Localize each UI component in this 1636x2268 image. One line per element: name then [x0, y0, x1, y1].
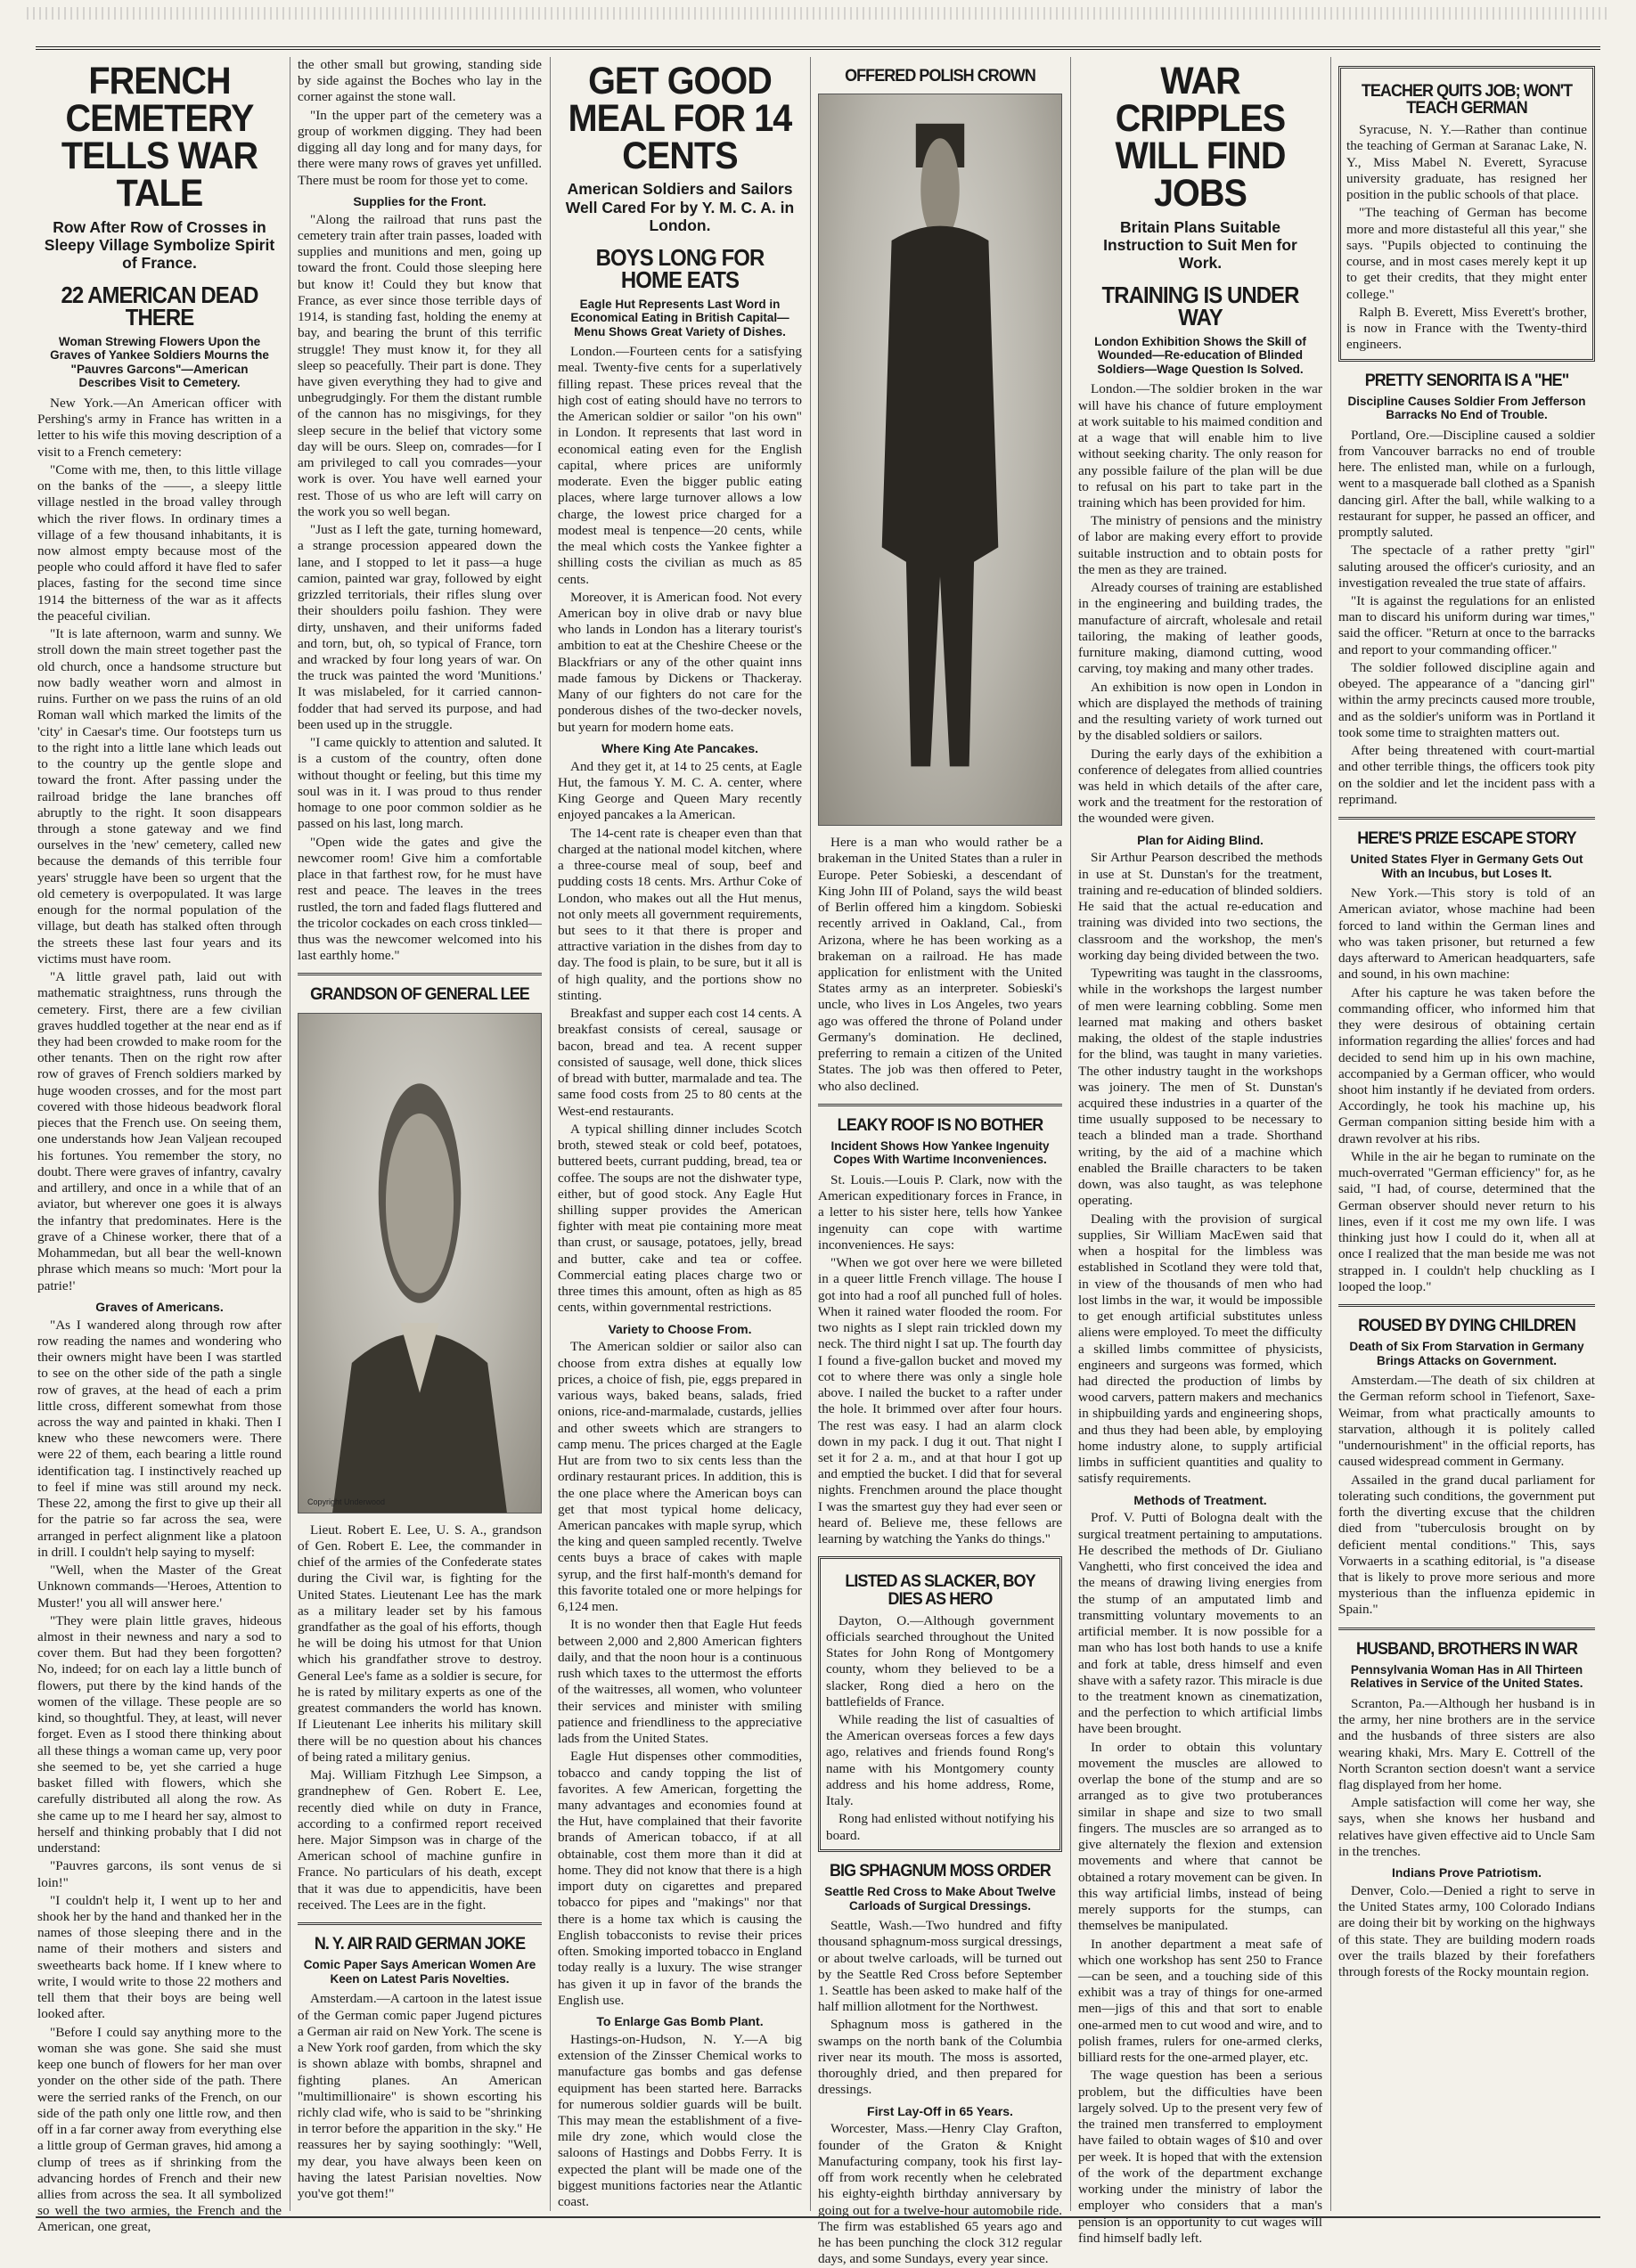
- soldier-portrait-photo: [818, 94, 1062, 826]
- article-paragraph: New York.—This story is told of an American aviator, whose machine had been forced to land within the German lines and who was taken prisoner, but returned a few days afterward to American headquarters, safe and sound, in his own machine:: [1338, 885, 1595, 983]
- article-paragraph: Portland, Ore.—Discipline caused a soldier from Vancouver barracks no end of trouble here. The enlisted man, while on a furlough, went to a masquerade ball clothed as a Spanish dancing girl. After the ball, while walking to a restaurant for supper, he passed an officer, and promptly saluted.: [1338, 427, 1595, 541]
- column-3: [558, 57, 802, 2211]
- article-paragraph: A typical shilling dinner includes Scotch broth, stewed steak or cold beef, potatoes, buttered beets, currant pudding, bread, tea or coffee. The soups are not the dishwater type, either, but of good stock. Any Eagle Hut shilling supper provides the American fighter with meat pie containing more meat than crust, or sausage, potatoes, jelly, bread and butter, cake and tea or coffee. Commercial eating places charge two or three times this amount, often as high as 85 cents, within governmental restrictions.: [558, 1121, 802, 1316]
- headline: HUSBAND, BROTHERS IN WAR: [1355, 1638, 1578, 1659]
- section-subhead: Methods of Treatment.: [1133, 1492, 1267, 1507]
- subheadline: Incident Shows How Yankee Ingenuity Copes With Wartime Inconveniences.: [830, 1138, 1050, 1167]
- article-paragraph: Lieut. Robert E. Lee, U. S. A., grandson of Gen. Robert E. Lee, the commander in chief of the armies of the Confederate states during the Civil war, is fighting for the United States. Lieutenant Lee has the mark as a military leader set by his famous grandfather as the goal of his efforts, though he will be doing his utmost for that Union which his grandfather strove to destroy. General Lee's fame as a soldier is secure, for he is rated by military experts as one of the greatest commanders the world has known. If Lieutenant Lee inherits his military skill there will be no question about his chances of being rated a military genius.: [298, 1522, 542, 1765]
- article-paragraph: London.—The soldier broken in the war will have his chance of future employment at work suitable to his maimed condition and at a wage that will enable him to live without seeking charity. The only reason for any possible failure of the plan will be due to refusal on his part to take part in the training which has been provided for him.: [1078, 381, 1322, 510]
- article-paragraph: In another department a meat safe of which one workshop has sent 250 to France—can be seen, and a touching side of this exhibit was a tray of things for one-armed men—jigs of this and that sort to enable one-armed men to cut wood and wire, and to polish frames, rulers for one-armed clerks, billiard rests for the one-armed player, etc.: [1078, 1936, 1322, 2066]
- column-4: [818, 57, 1062, 2267]
- subheadline: Comic Paper Says American Women Are Keen on Latest Paris Novelties.: [303, 1958, 536, 1986]
- article-paragraph: Hastings-on-Hudson, N. Y.—A big extension of the Zinsser Chemical works to manufacture gas bombs and gas defense equipment has been started here. Barracks for numerous soldier guards will be built. This may mean the establishment of a five-mile dry zone, which would close the saloons of Hastings and Dobbs Ferry. It is expected the plant will be made one of the biggest munitions factories near the Atlantic coast.: [558, 2031, 802, 2210]
- article-paragraph: Dayton, O.—Although government officials searched throughout the United States for John Rong of Montgomery county, whom they believed to be a slacker, Rong died a hero on the battlefields of France.: [826, 1612, 1054, 1709]
- article-paragraph: "In the upper part of the cemetery was a group of workmen digging. They had been digging all day long and for many days, for there were many rows of graves yet unfilled. There must be room for those yet to come.: [298, 107, 542, 188]
- headline: FRENCH CEMETERY TELLS WAR TALE: [61, 60, 258, 216]
- article-paragraph: Assailed in the grand ducal parliament for tolerating such conditions, the government put forth the diverting excuse that the children died from "tuberculosis brought on by deficient mental conditions." This, says Vorwaerts in a scathing editorial, is "a disease that is likely to prove more serious and more mysterious than the influenza epidemic in Spain.": [1338, 1472, 1595, 1618]
- section-subhead: Supplies for the Front.: [353, 193, 487, 208]
- article-paragraph: "As I wandered along through row after row reading the names and wondering who their owners might have been I was startled to see on the other side of the path a single row of graves, at the head of each a prim little cross, different somewhat from those across the way and painted in khaki. Then I knew who these newcomers were. There were 22 of them, each bearing a little round identification tag. I instinctively reached up to feel if mine was still around my neck. These 22, among the first to give up their all for the patrie so far across the sea, were arranged in perfect alignment like a platoon in drill. I couldn't help saying to myself:: [37, 1317, 282, 1560]
- article-paragraph: "I came quickly to attention and saluted. It is a custom of the country, often done without thought or feeling, but this time my soul was in it. I was proud to thus render homage to one poor common soldier as he passed on his last, long march.: [298, 735, 542, 832]
- article-paragraph: The soldier followed discipline again and obeyed. The appearance of a "dancing girl" within the army precincts caused more trouble, and as the soldier's uniform was in Portland it took some time to straighten matters out.: [1338, 659, 1595, 740]
- article-paragraph: St. Louis.—Louis P. Clark, now with the American expeditionary forces in France, in a letter to his sister here, tells how Yankee ingenuity can cope with wartime inconveniences. He says:: [818, 1172, 1062, 1252]
- article-paragraph: Ralph B. Everett, Miss Everett's brother, is now in France with the Twenty-third engineers.: [1346, 304, 1587, 353]
- article-paragraph: Moreover, it is American food. Not every American boy in olive drab or navy blue who lands in London has a literary tourist's ambition to eat at the Cheshire Cheese or the Blackfriars or any of the other quaint inns made famous by Dickens or Thackeray. Many of our fighters do not care for the ponderous dishes of the two-decker novels, but yearn for modern home eats.: [558, 589, 802, 735]
- headline: OFFERED POLISH CROWN: [845, 66, 1035, 86]
- article-paragraph: In order to obtain this voluntary movement the muscles are allowed to overlap the bone of the stump and are so arranged as to give two protuberances similar in shape and size to two small fingers. The muscles are so arranged as to give alternately the flexion and extension movements and where that cannot be obtained a rotary movement can be given. In this way artificial limbs, instead of being merely supports for the stumps, can themselves be manipulated.: [1078, 1739, 1322, 1934]
- subheadline: United States Flyer in Germany Gets Out With an Incubus, but Loses It.: [1350, 853, 1583, 880]
- article-paragraph: Denver, Colo.—Denied a right to serve in the United States army, 100 Colorado Indians are doing their bit by working on the highways of this state. They are building modern roads over the trails blazed by their forefathers through forests of the Rocky mountain region.: [1338, 1882, 1595, 1980]
- headline: LEAKY ROOF IS NO BOTHER: [837, 1114, 1043, 1135]
- article-paragraph: Here is a man who would rather be a brakeman in the United States than a ruler in Europe. Peter Sobieski, a descendant of King John III of Poland, says the wild beast of Berlin offered him a kingdom. Sobieski recently arrived in Oakland, Cal., from Arizona, where he has been working as a brakeman on a railroad. He has made application for enlistment with the United States army as an interpreter. Sobieski's uncle, who lives in Los Angeles, two years ago was offered the throne of Poland under Germany's domination. He declined, preferring to remain a citizen of the United States. The job was then offered to Peter, who also declined.: [818, 835, 1062, 1094]
- article-divider: [1338, 817, 1595, 820]
- article-paragraph: "Pauvres garcons, ils sont venus de si loin!": [37, 1858, 282, 1890]
- headline: TEACHER QUITS JOB; WON'T TEACH GERMAN: [1361, 81, 1573, 118]
- boxed-article: [1338, 66, 1595, 362]
- headline: N. Y. AIR RAID GERMAN JOKE: [314, 1934, 526, 1954]
- article-paragraph: The 14-cent rate is cheaper even than that charged at the national model kitchen, where a three-course meal of soup, beef and pudding costs 18 cents. Mrs. Arthur Coke of London, who makes out all the Hut menus, not only meets all government requirements, but sees to it that there is proper and attractive variation in the dishes from day to day. The food is plain, to be sure, but it all is of high quality, and the portions show no stinting.: [558, 825, 802, 1003]
- article-paragraph: Worcester, Mass.—Henry Clay Grafton, founder of the Graton & Knight Manufacturing company, took his first lay-off from work recently when he celebrated his eighty-eighth birthday anniversary by going out for a twelve-hour automobile ride. The firm was established 65 years ago and he has been punching the clock 312 regular days, and some Sundays, every year since.: [818, 2121, 1062, 2267]
- article-paragraph: Dealing with the provision of surgical supplies, Sir William MacEwen said that when a hospital for the limbless was established in Scotland they were told that, in view of the thousands of men who had lost limbs in the war, it would be impossible to get enough artificial substitutes unless aliens were employed. To meet the difficulty a skilled limbs committee of physicists, engineers and surgeons was formed, which had directed the production of limbs by wood carvers, pattern makers and mechanics in shipbuilding yards and engineering shops, and thus they had been able, by employing home industry alone, to supply artificial limbs in sufficient quantities and quality to satisfy requirements.: [1078, 1211, 1322, 1487]
- article-paragraph: London.—Fourteen cents for a satisfying meal. Twenty-five cents for a superlatively filling repast. These prices reveal that the high cost of eating should have no terrors to the American soldier or sailor "on his own" in London. It represents that last word in economical eating even for the English capital, where prices are uniformly moderate. Even the bigger public eating places, where large turnover allows a low charge, the lowest price charged for a modest meal is tenpence—20 cents, while the meal which costs the Yankee fighter a shilling costs the civilian as much as 85 cents.: [558, 344, 802, 587]
- headline: GET GOOD MEAL FOR 14 CENTS: [568, 60, 792, 178]
- headline: PRETTY SENORITA IS A "HE": [1364, 370, 1569, 390]
- article-divider: [298, 973, 542, 975]
- article-paragraph: "A little gravel path, laid out with mathematic straightness, runs through the cemetery. First, there are a few civilian graves huddled together at the near end as if they had been crowded to make room for the other tenants. Then on the right row after row of graves of French soldiers marked by huge wooden crosses, and for the most part covered with those hideous beadwork floral pieces that the French use. On seeing them, one understands how Jean Valjean recouped his fortunes. You remember the story, no doubt. There were graves of infantry, cavalry and artillery, and once in a while that of an aviator, but wherever one goes it is always the infantry that predominates. Here is the grave of a Chinese worker, there that of a Mohammedan, but all bear the well-known phrase which means so much: 'Mort pour la patrie!': [37, 969, 282, 1293]
- article-paragraph: Amsterdam.—The death of six children at the German reform school in Tiefenort, Saxe-Weimar, from what practically amounts to starvation, although it is politely called "undernourishment" in the official reports, has caused widespread comment in Germany.: [1338, 1373, 1595, 1470]
- photo-silhouette: [819, 94, 1061, 825]
- article-paragraph: During the early days of the exhibition a conference of delegates from allied countries was held in which details of the after care, work and the treatment for the restoration of the wounded were given.: [1078, 746, 1322, 827]
- article-paragraph: "Just as I left the gate, turning homeward, a strange procession appeared down the lane, and I stopped to let it pass—a huge camion, painted war gray, followed by eight grizzled territorials, their rifles slung over their shoulders poilu fashion. They were dirty, unshaven, and their uniforms faded and torn, but, oh, so typical of France, torn and wracked by four long years of war. On the truck was painted the word 'Munitions.' It was mislabeled, for it carried cannon-fodder that had served its purpose, and had been used up in the struggle.: [298, 522, 542, 732]
- headline: BIG SPHAGNUM MOSS ORDER: [830, 1860, 1051, 1880]
- article-paragraph: "Well, when the Master of the Great Unknown commands—'Heroes, Attention to Muster!' you all will answer here.': [37, 1562, 282, 1611]
- article-paragraph: Sir Arthur Pearson described the methods in use at St. Dunstan's for the treatment, training and re-education of blinded soldiers. He said that the actual re-education and training was divided into two sections, the classroom and the workshop, the men's working day being divided between the two.: [1078, 850, 1322, 963]
- section-subhead: Indians Prove Patriotism.: [1391, 1865, 1542, 1880]
- headline: HERE'S PRIZE ESCAPE STORY: [1357, 828, 1576, 849]
- article-paragraph: After his capture he was taken before the commanding officer, who informed him that they were desirous of obtaining certain information regarding the allies' forces and had decided to send him up in his own machine, accompanied by a German officer, who would shoot him instantly if he deviated from orders. Accordingly, he took his machine up, his German companion sitting beside him with a drawn revolver at his ribs.: [1338, 984, 1595, 1146]
- article-paragraph: An exhibition is now open in London in which are displayed the methods of training and the resulting variety of work turned out by the disabled soldiers or sailors.: [1078, 679, 1322, 744]
- article-paragraph: "I couldn't help it, I went up to her and shook her by the hand and thanked her in the names of those sleeping there and in the name of their mothers and sisters and sweethearts back home. If I knew where to write, I would write to those 22 mothers and tell them that their boys are being well looked after.: [37, 1892, 282, 2022]
- article-paragraph: While in the air he began to ruminate on the much-overrated "German efficiency" for, as he said, "I had, of course, determined that the German observer should never return to his lines, even if it cost me my own life. I was thinking just how I could do it, when all at once I realized that the man beside me was not strapped in. I couldn't help chuckling as I looped the loop.": [1338, 1148, 1595, 1294]
- article-paragraph: "It is against the regulations for an enlisted man to discard his uniform during war times," said the officer. "Return at once to the barracks and report to your commanding officer.": [1338, 592, 1595, 657]
- masthead-rule: [36, 46, 1600, 50]
- column-rule: [550, 57, 551, 2211]
- column-2: [298, 57, 542, 2211]
- article-divider: [1338, 1304, 1595, 1307]
- article-paragraph: Scranton, Pa.—Although her husband is in the army, her nine brothers are in the service and the husbands of three sisters are also wearing khaki, Mrs. Mary E. Cottrell of the North Scranton section doesn't want a service flag displayed from her home.: [1338, 1695, 1595, 1792]
- lee-portrait-photo: [298, 1013, 542, 1513]
- article-paragraph: The ministry of pensions and the ministry of labor are making every effort to provide suitable instruction and to obtain posts for the men as they are trained.: [1078, 513, 1322, 577]
- article-paragraph: Ample satisfaction will come her way, she says, when she knows her husband and relatives have given effective aid to Uncle Sam in the trenches.: [1338, 1795, 1595, 1859]
- article-paragraph: Seattle, Wash.—Two hundred and fifty thousand sphagnum-moss surgical dressings, or about twelve carloads, will be turned out by the Seattle Red Cross before September 1. Seattle has been asked to make half of the half million allotment for the Northwest.: [818, 1918, 1062, 2015]
- article-paragraph: "The teaching of German has become more and more distasteful all this year," she says. "Pupils objected to continuing the course, and in most cases merely kept it up to get their credits, that they might enter college.": [1346, 205, 1587, 302]
- article-paragraph: Typewriting was taught in the classrooms, while in the workshops the largest number of men were learning cobbling. Some men learned mat making and others basket making, the oldest of the staple industries for the blind, was taught in many varieties. The other industry taught in the workshops was joinery. The men of St. Dunstan's acquired these industries in a quarter of the time usually supposed to be necessary to teach a blinded man a trade. Shorthand writing, by the aid of a machine which enabled the Braille characters to be taken down, was also taught, as was telephone operating.: [1078, 966, 1322, 1209]
- headline: WAR CRIPPLES WILL FIND JOBS: [1115, 60, 1286, 216]
- article-paragraph: "Come with me, then, to this little village on the banks of the ——, a sleepy little village nestled in the broad valley through which the river flows. In ordinary times a village of a few thousand inhabitants, it is now almost empty because most of the people who could afford it have fled to safer places, fasting for the second time since 1914 the bitterness of the war as it affects the peaceful civilian.: [37, 461, 282, 624]
- section-subhead: To Enlarge Gas Bomb Plant.: [596, 2014, 764, 2029]
- column-6: [1338, 57, 1595, 2211]
- subheadline: Discipline Causes Soldier From Jefferson Barracks No End of Trouble.: [1347, 394, 1586, 422]
- headline: 22 AMERICAN DEAD THERE: [61, 281, 258, 331]
- photo-silhouette: [299, 1014, 541, 1513]
- headline: BOYS LONG FOR HOME EATS: [595, 243, 765, 294]
- column-5: [1078, 57, 1322, 2246]
- section-subhead: Variety to Choose From.: [608, 1321, 752, 1336]
- article-paragraph: The wage question has been a serious problem, but the difficulties have been largely solved. Up to the present very few of the trained men transferred to employment have failed to obtain wages of $10 and over per week. It is hoped that with the extension of the work of the department exchange working under the ministry of labor the employer who considers that a man's pension is an opportunity to cut wages will find himself badly left.: [1078, 2068, 1322, 2246]
- article-paragraph: Sphagnum moss is gathered in the swamps on the north bank of the Columbia river near its mouth. The moss is assorted, thoroughly dried, and then prepared for dressings.: [818, 2017, 1062, 2098]
- subheadline: Britain Plans Suitable Instruction to Suit Men for Work.: [1103, 217, 1297, 272]
- section-subhead: First Lay-Off in 65 Years.: [867, 2103, 1013, 2118]
- subheadline: Eagle Hut Represents Last Word in Economical Eating in British Capital—Menu Shows Great Variety of Dishes.: [570, 297, 789, 339]
- headline: LISTED AS SLACKER, BOY DIES AS HERO: [845, 1571, 1035, 1609]
- article-paragraph: the other small but growing, standing side by side against the Boches who lay in the corner against the stone wall.: [298, 57, 542, 105]
- article-paragraph: "Along the railroad that runs past the cemetery train after train passes, loaded with supplies and munitions and men, going up toward the front. Could those sleeping here but know it! Could they but know that France, as ever since those terrible days of 1914, is standing fast, holding the enemy at bay, and bearing the brunt of this terrific struggle! They must know it, for they all sleep so peacefully. Their part is done. They have given everything they had to give and unbegrudgingly. For them the distant rumble of the cannon has no misgivings, for they sleep secure in the belief that victory some day will be ours. Sleep on, comrades—for I am privileged to call you comrades—your work is over. You have well earned your rest. Those of us who are left will carry on the work you so well began.: [298, 211, 542, 519]
- subheadline: Seattle Red Cross to Make About Twelve Carloads of Surgical Dressings.: [824, 1885, 1056, 1913]
- article-paragraph: Breakfast and supper each cost 14 cents. A breakfast consists of cereal, sausage or bacon, bread and tea. A recent supper consisted of sausage, well done, thick slices of bread with butter, marmalade and tea. The same food costs from 25 to 80 cents at the West-end restaurants.: [558, 1006, 802, 1119]
- article-paragraph: "They were plain little graves, hideous almost in their newness and nary a sod to cover them. But had they been forgotten? No, indeed; for on each lay a little bunch of flowers, put there by the kind hands of the women of the village. These people are so kind, so thoughtful. They, at least, will never forget. Even as I stood there thinking about all these things a woman came up, very poor she seemed to be, yet she carried a huge basket filled with flowers, which she carefully distributed all along the row. As she came up to me I heard her say, almost to herself and thinking probably that I did not understand:: [37, 1612, 282, 1856]
- article-divider: [1338, 1628, 1595, 1630]
- article-paragraph: It is no wonder then that Eagle Hut feeds between 2,000 and 2,800 American fighters daily, and that the noon hour is a continuous rush which taxes to the uttermost the efforts of the waitresses, all women, who volunteer their services and minister with smiling patience and friendliness to the appreciative lads from the United States.: [558, 1617, 802, 1747]
- column-1: [37, 57, 282, 2235]
- article-paragraph: "It is late afternoon, warm and sunny. We stroll down the main street together past the old church, once a handsome structure but now badly weather worn and almost in ruins. Further on we pass the ruins of an old Roman wall which marked the limits of the 'city' in Caesar's time. Our footsteps turn us to the right into a little lane which leads out to the country up the gentle slope and toward the front. After passing under the railroad bridge the lane branches off abruptly to the right. It soon disappears through a stone gateway and we find ourselves in the 'new' cemetery, called new because the demands of this terrible four years' struggle have been so urgent that the old cemetery is overpopulated. It was large enough for the normal population of the village, but death has stalked often through the streets these last four years and its victims must have room.: [37, 626, 282, 967]
- article-paragraph: "Open wide the gates and give the newcomer room! Give him a comfortable place in that farthest row, for he must have rest and peace. The leaves in the trees rustled, the torn and faded flags fluttered and the tricolor cockades on each cross tinkled—thus was the newcomer welcomed into his last earthly home.": [298, 834, 542, 964]
- article-paragraph: And they get it, at 14 to 25 cents, at Eagle Hut, the famous Y. M. C. A. center, where King George and Queen Mary recently enjoyed pancakes a la American.: [558, 758, 802, 823]
- top-margin-band: [27, 7, 1609, 20]
- article-paragraph: Syracuse, N. Y.—Rather than continue the teaching of German at Saranac Lake, N. Y., Miss Mabel N. Everett, Syracuse university graduate, has resigned her position in the public schools of that place.: [1346, 122, 1587, 203]
- article-divider: [298, 1922, 542, 1925]
- article-paragraph: New York.—An American officer with Pershing's army in France has written in a letter to his wife this moving description of a visit to a French cemetery:: [37, 395, 282, 460]
- subheadline: Death of Six From Starvation in Germany Brings Attacks on Government.: [1349, 1340, 1584, 1367]
- subheadline: American Soldiers and Sailors Well Cared For by Y. M. C. A. in London.: [565, 180, 795, 234]
- article-paragraph: "Before I could say anything more to the woman she was gone. She said she must keep one bunch of flowers for her man over yonder on the other side of the path. There were the serried ranks of the French, on our side of the path only one little row, and then off in a far corner away from everything else a little group of German graves, hid among a clump of trees as if shrinking from the advancing hordes of French and their new allies from across the sea. It all symbolized so well the two armies, the French and the American, one great,: [37, 2024, 282, 2235]
- article-paragraph: Already courses of training are established in the engineering and building trades, the manufacture of aircraft, wholesale and retail tailoring, the making of leather goods, furniture making, diamond cutting, wood carving, toy making and many other trades.: [1078, 580, 1322, 677]
- bottom-rule: [36, 2216, 1600, 2218]
- subheadline: Row After Row of Crosses in Sleepy Village Symbolize Spirit of France.: [44, 217, 275, 272]
- article-paragraph: Rong had enlisted without notifying his board.: [826, 1811, 1054, 1843]
- column-rule: [1330, 57, 1331, 2211]
- article-paragraph: Maj. William Fitzhugh Lee Simpson, a grandnephew of Gen. Robert E. Lee, recently died while on duty in France, according to a confirmed report received here. Major Simpson was in charge of the American school of machine gunfire in France. No particulars of his death, except that it was due to appendicitis, have been received. The Lees are in the fight.: [298, 1767, 542, 1913]
- column-rule: [1070, 57, 1071, 2211]
- subheadline: Pennsylvania Woman Has in All Thirteen Relatives in Service of the United States.: [1350, 1662, 1583, 1691]
- article-paragraph: Prof. V. Putti of Bologna dealt with the surgical treatment pertaining to amputations. He described the methods of Dr. Giuliano Vanghetti, who first conceived the idea and the means of drawing living energies from the stump of an amputated limb and transmitting voluntary movements to an artificial member. It is now possible for a man who has lost both hands to use a knife and fork at table, dress himself and even shave with a safety razor. This miracle is due to the treatment known as cinematization, and the perfection to which artificial limbs have been brought.: [1078, 1510, 1322, 1737]
- article-paragraph: "When we got over here we were billeted in a queer little French village. The house I got into had a roof all punched full of holes. When it rained water flooded the room. For two nights as I slept rain trickled down my neck. The third night I sat up. The fourth day I found a five-gallon bucket and moved my cot to where there was only a single hole above. I nailed the bucket to a rafter under the hole. It brimmed over after four hours. The rest was easy. I had an alarm clock down in my pack. I dug it out. That night I set it for 2 a. m., and at that hour I got up and emptied the bucket. I did that for several nights. Frenchmen around the place thought I was the smartest guy they had ever seen or heard of. Believe me, these fellows are learning by watching the Yanks do things.": [818, 1255, 1062, 1547]
- headline: ROUSED BY DYING CHILDREN: [1358, 1316, 1575, 1336]
- boxed-article: [818, 1556, 1062, 1852]
- photo-credit: Copyright Underwood: [307, 1497, 386, 1506]
- article-paragraph: While reading the list of casualties of the American overseas forces a few days ago, relatives and friends found Rong's name with his Montgomery county address and his home address, Rome, Italy.: [826, 1712, 1054, 1809]
- section-subhead: Graves of Americans.: [95, 1299, 224, 1314]
- article-paragraph: Eagle Hut dispenses other commodities, tobacco and candy topping the list of favorites. A few American, forgetting the many advantages and economies found at the Hut, have complained that their favorite brands of American tobacco, if at all obtainable, cost them more than it did at home. They did not know that there is a high import duty on cigarettes and prepared tobacco for pipes and "makings" nor that there is a home tax which is causing the English tobacconists to revise their prices often. Smoking imported tobacco in England today really is a luxury. The wise stranger has given it up in favor of the brands the English use.: [558, 1749, 802, 2008]
- section-subhead: Where King Ate Pancakes.: [601, 740, 759, 755]
- subheadline: London Exhibition Shows the Skill of Wounded—Re-education of Blinded Soldiers—Wage Question Is Solved.: [1094, 334, 1306, 376]
- article-paragraph: After being threatened with court-martial and other terrible things, the officers took pity on the soldier and let the incident pass with a reprimand.: [1338, 743, 1595, 807]
- article-paragraph: The American soldier or sailor also can choose from extra dishes at equally low prices, a choice of fish, pie, eggs prepared in various ways, baked beans, salads, fried onions, rice-and-marmalade, custards, jellies and other sweets which are strangers to camp menu. The prices charged at the Eagle Hut are from two to six cents less than the ordinary restaurant prices. In addition, this is the one place where the American boys can get that most typical home delicacy, American pancakes with maple syrup, which the king and queen sampled recently. Twelve cents buys a brace of cakes with maple syrup, and the first half-month's demand for this favorite totaled one or more helpings for 6,124 men.: [558, 1339, 802, 1615]
- article-paragraph: The spectacle of a rather pretty "girl" saluting aroused the officer's curiosity, and an investigation revealed the true state of affairs.: [1338, 543, 1595, 591]
- headline: GRANDSON OF GENERAL LEE: [310, 984, 529, 1005]
- headline: TRAINING IS UNDER WAY: [1101, 281, 1299, 331]
- article-divider: [818, 1104, 1062, 1106]
- section-subhead: Plan for Aiding Blind.: [1137, 832, 1264, 847]
- column-rule: [810, 57, 811, 2211]
- subheadline: Woman Strewing Flowers Upon the Graves of Yankee Soldiers Mourns the "Pauvres Garcons"—American Describes Visit to Cemetery.: [50, 334, 269, 390]
- article-paragraph: Amsterdam.—A cartoon in the latest issue of the German comic paper Jugend pictures a German air raid on New York. The scene is a New York roof garden, from which the sky is shown ablaze with bombs, shrapnel and fighting planes. An American "multimillionaire" is shown escorting his richly clad wife, who is said to be "shrinking in terror before the apparition in the sky." He reassures her by saying soothingly: "Well, my dear, you have always been keen on having the latest Parisian novelties. Now you've got them!": [298, 1991, 542, 2202]
